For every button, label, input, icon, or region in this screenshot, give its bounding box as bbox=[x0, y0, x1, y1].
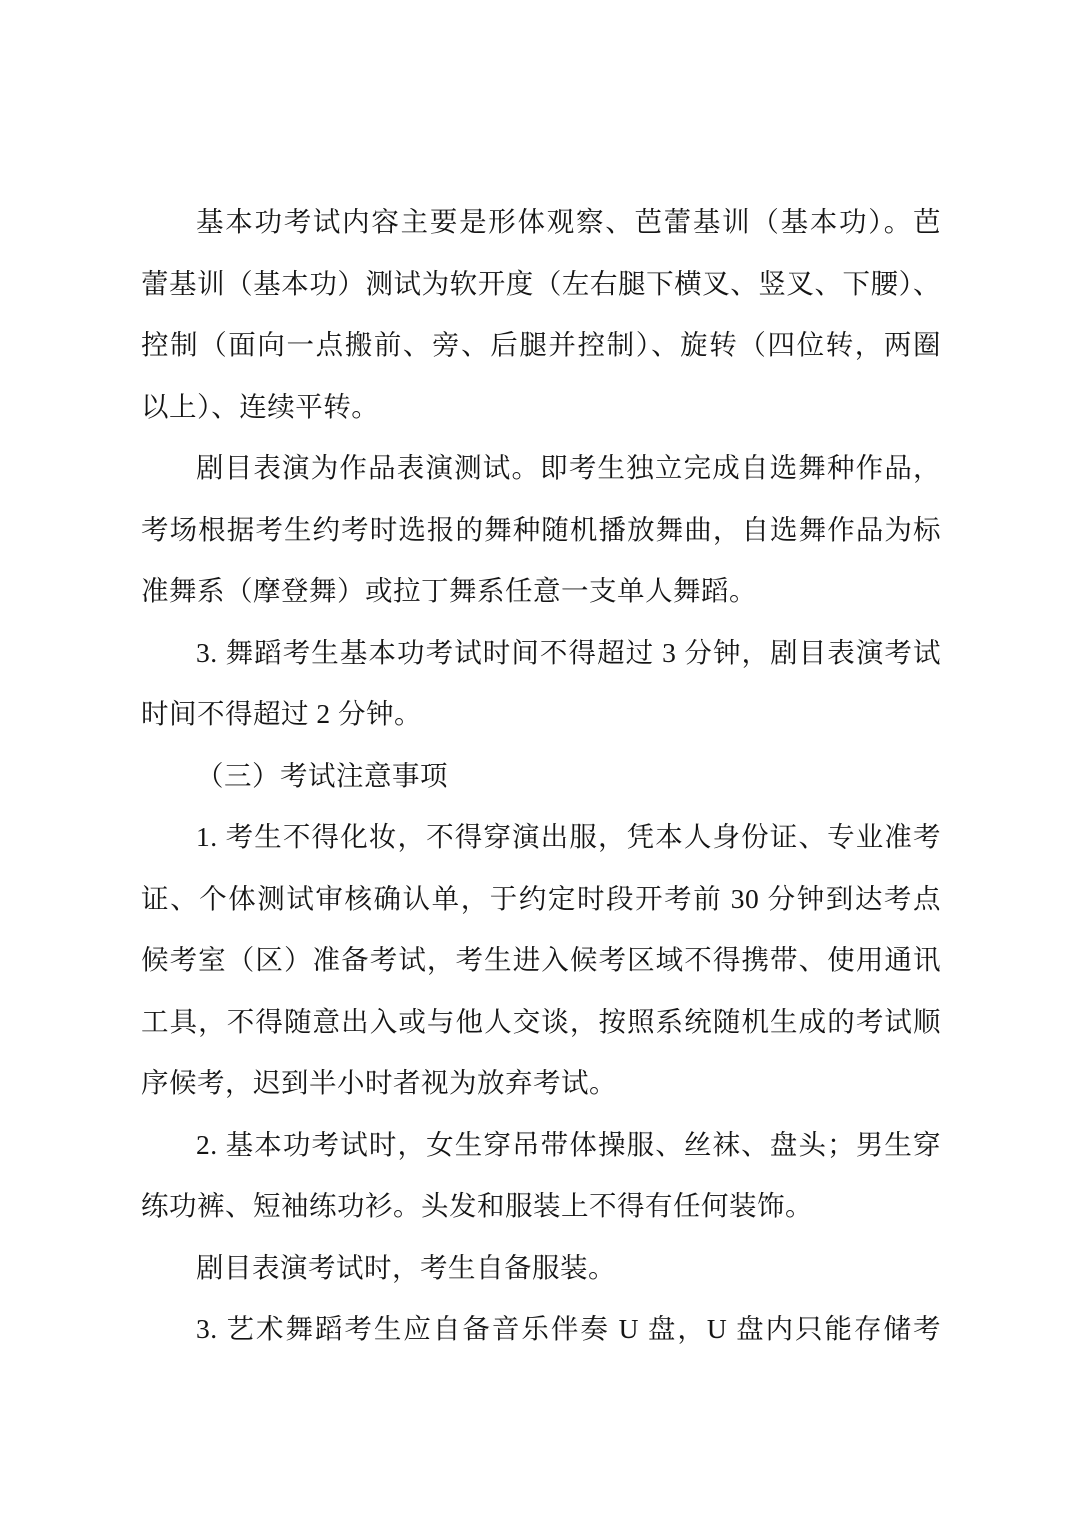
paragraph bbox=[141, 437, 941, 622]
text-line: 候考室（区）准备考试，考生进入候考区域不得携带、使用通讯 bbox=[141, 944, 941, 975]
text-line: 3. 舞蹈考生基本功考试时间不得超过 3 分钟，剧目表演考试 bbox=[196, 636, 941, 668]
paragraph bbox=[141, 622, 941, 745]
text-line: 控制（面向一点搬前、旁、后腿并控制）、旋转（四位转，两圈 bbox=[141, 329, 941, 360]
text-line: 基本功考试内容主要是形体观察、芭蕾基训（基本功）。芭 bbox=[196, 206, 941, 237]
text-line: 证、个体测试审核确认单，于约定时段开考前 30 分钟到达考点 bbox=[141, 882, 941, 914]
paragraph bbox=[141, 191, 941, 437]
text-line: 序候考，迟到半小时者视为放弃考试。 bbox=[141, 1067, 617, 1098]
paragraph bbox=[141, 1298, 941, 1360]
text-line: 练功裤、短袖练功衫。头发和服装上不得有任何装饰。 bbox=[141, 1190, 813, 1221]
text-line: 考场根据考生约考时选报的舞种随机播放舞曲，自选舞作品为标 bbox=[141, 513, 941, 545]
text-line: 剧目表演为作品表演测试。即考生独立完成自选舞种作品， bbox=[196, 452, 941, 483]
text-line: 准舞系（摩登舞）或拉丁舞系任意一支单人舞蹈。 bbox=[141, 575, 757, 606]
text-line: 蕾基训（基本功）测试为软开度（左右腿下横叉、竖叉、下腰）、 bbox=[141, 267, 941, 299]
paragraph bbox=[141, 806, 941, 1114]
text-line: 时间不得超过 2 分钟。 bbox=[141, 698, 422, 729]
section-heading: （三）考试注意事项 bbox=[196, 759, 448, 791]
paragraph bbox=[141, 1237, 941, 1299]
text-line: 2. 基本功考试时，女生穿吊带体操服、丝袜、盘头；男生穿 bbox=[196, 1128, 941, 1160]
paragraph bbox=[141, 745, 941, 807]
paragraph bbox=[141, 1114, 941, 1237]
text-line: 1. 考生不得化妆，不得穿演出服，凭本人身份证、专业准考 bbox=[196, 821, 941, 852]
text-line: 工具，不得随意出入或与他人交谈，按照系统随机生成的考试顺 bbox=[141, 1005, 941, 1037]
text-line: 剧目表演考试时，考生自备服装。 bbox=[196, 1251, 616, 1283]
text-line: 3. 艺术舞蹈考生应自备音乐伴奏 U 盘，U 盘内只能存储考 bbox=[196, 1313, 941, 1344]
document-text bbox=[141, 191, 941, 1360]
text-line: 以上）、连续平转。 bbox=[141, 390, 380, 422]
